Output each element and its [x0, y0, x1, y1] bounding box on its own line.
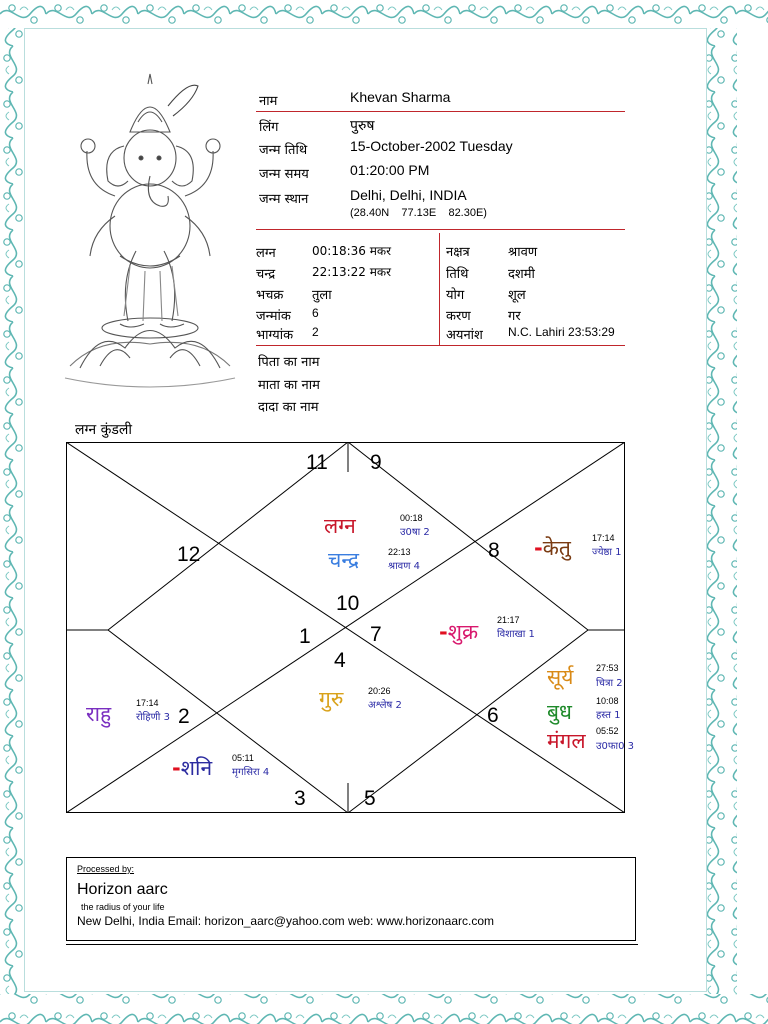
detail-label: जन्मांक	[256, 309, 291, 324]
house-number: 4	[334, 649, 346, 672]
planet-nakshatra: विशाखा 1	[497, 629, 535, 640]
processed-by-label: Processed by:	[77, 864, 135, 874]
house-number: 11	[306, 451, 328, 474]
detail-value: गर	[508, 309, 521, 324]
pob-label: जन्म स्थान	[259, 192, 309, 207]
dob-label: जन्म तिथि	[259, 143, 308, 158]
detail-value: 22:13:22 मकर	[312, 265, 392, 279]
retro-mark: -	[439, 620, 448, 644]
planet-degree: 10:08	[596, 696, 619, 706]
processed-by-box	[66, 857, 636, 941]
detail-label: चन्द्र	[256, 267, 276, 282]
detail-value: N.C. Lahiri 23:53:29	[508, 325, 615, 339]
planet-lagna: लग्न	[324, 514, 356, 538]
house-number: 10	[336, 592, 360, 615]
planet-surya: सूर्य	[547, 665, 574, 689]
divider	[256, 345, 625, 346]
planet-degree: 27:53	[596, 663, 619, 673]
detail-label: नक्षत्र	[446, 245, 470, 260]
house-number: 1	[299, 625, 311, 648]
house-number: 6	[487, 704, 499, 727]
planet-nakshatra: चित्रा 2	[596, 678, 623, 689]
detail-value: तुला	[312, 288, 332, 303]
chart-title: लग्न कुंडली	[75, 422, 133, 438]
chart-lines	[66, 442, 625, 813]
divider	[256, 111, 625, 112]
house-number: 3	[294, 787, 306, 810]
detail-label: योग	[446, 288, 465, 303]
planet-nakshatra: उ0फा0 3	[596, 741, 635, 752]
planet-degree: 20:26	[368, 686, 391, 696]
planet-degree: 22:13	[388, 547, 411, 557]
house-number: 2	[178, 705, 190, 728]
planet-nakshatra: ज्येष्ठा 1	[592, 547, 622, 558]
detail-label: करण	[446, 309, 471, 324]
planet-guru: गुरु	[319, 687, 344, 711]
name-label: नाम	[259, 94, 278, 109]
planet-chandra: चन्द्र	[328, 548, 359, 572]
footer-rule	[66, 944, 638, 945]
planet-shukra	[439, 622, 478, 643]
planet-degree: 17:14	[136, 698, 159, 708]
detail-label: तिथि	[446, 267, 469, 282]
planet-ketu	[534, 538, 571, 559]
detail-value: 2	[312, 325, 319, 339]
house-number: 12	[177, 543, 201, 566]
gender-label: लिंग	[259, 120, 279, 135]
detail-label: भाग्यांक	[256, 328, 294, 343]
planet-nakshatra: रोहिणी 3	[136, 712, 170, 723]
gender-value: पुरुष	[350, 117, 375, 133]
pob-value: Delhi, Delhi, INDIA	[350, 187, 467, 203]
lagna-kundli-chart	[66, 442, 635, 813]
house-number: 8	[488, 539, 500, 562]
dob-value: 15-October-2002 Tuesday	[350, 138, 513, 154]
house-number: 7	[370, 623, 382, 646]
planet-degree: 21:17	[497, 615, 520, 625]
company-contact: New Delhi, India Email: horizon_aarc@yahoo.com web: www.horizonaarc.com	[77, 914, 495, 928]
house-number: 5	[364, 787, 376, 810]
coordinates: (28.40N 77.13E 82.30E)	[350, 207, 487, 219]
planet-nakshatra: अश्लेष 2	[368, 700, 402, 711]
name-value: Khevan Sharma	[350, 89, 451, 105]
planet-name: केतु	[542, 536, 571, 560]
planet-name: शनि	[180, 756, 213, 780]
planet-degree: 05:52	[596, 726, 619, 736]
father-name-label: पिता का नाम	[258, 355, 320, 370]
detail-label: भचक्र	[256, 288, 284, 303]
planet-degree: 00:18	[400, 513, 423, 523]
planet-degree: 05:11	[232, 753, 254, 763]
planet-name: शुक्र	[447, 620, 479, 644]
company-name: Horizon aarc	[77, 881, 168, 898]
detail-value: 00:18:36 मकर	[312, 244, 392, 258]
planet-degree: 17:14	[592, 533, 615, 543]
planet-nakshatra: हस्त 1	[596, 710, 621, 721]
mother-name-label: माता का नाम	[258, 378, 320, 393]
planet-shani	[172, 758, 212, 779]
retro-mark: -	[172, 756, 181, 780]
grandfather-name-label: दादा का नाम	[258, 400, 319, 415]
planet-nakshatra: मृगसिरा 4	[232, 767, 270, 778]
planet-rahu: राहु	[86, 702, 112, 726]
detail-value: दशमी	[508, 267, 535, 282]
company-tagline: the radius of your life	[81, 902, 165, 912]
planet-nakshatra: श्रावण 4	[388, 561, 421, 572]
tob-value: 01:20:00 PM	[350, 162, 430, 178]
column-divider	[439, 233, 440, 345]
divider	[256, 229, 625, 230]
ganesha-illustration	[60, 66, 240, 396]
retro-mark: -	[534, 536, 543, 560]
detail-label: लग्न	[256, 246, 276, 261]
planet-nakshatra: उ0षा 2	[400, 527, 430, 538]
detail-value: श्रावण	[508, 245, 538, 260]
planet-budh: बुध	[547, 700, 572, 724]
tob-label: जन्म समय	[259, 167, 309, 182]
detail-value: शूल	[508, 288, 526, 303]
detail-label: अयनांश	[446, 328, 483, 343]
planet-mangal: मंगल	[547, 729, 586, 753]
detail-value: 6	[312, 306, 319, 320]
house-number: 9	[370, 451, 382, 474]
